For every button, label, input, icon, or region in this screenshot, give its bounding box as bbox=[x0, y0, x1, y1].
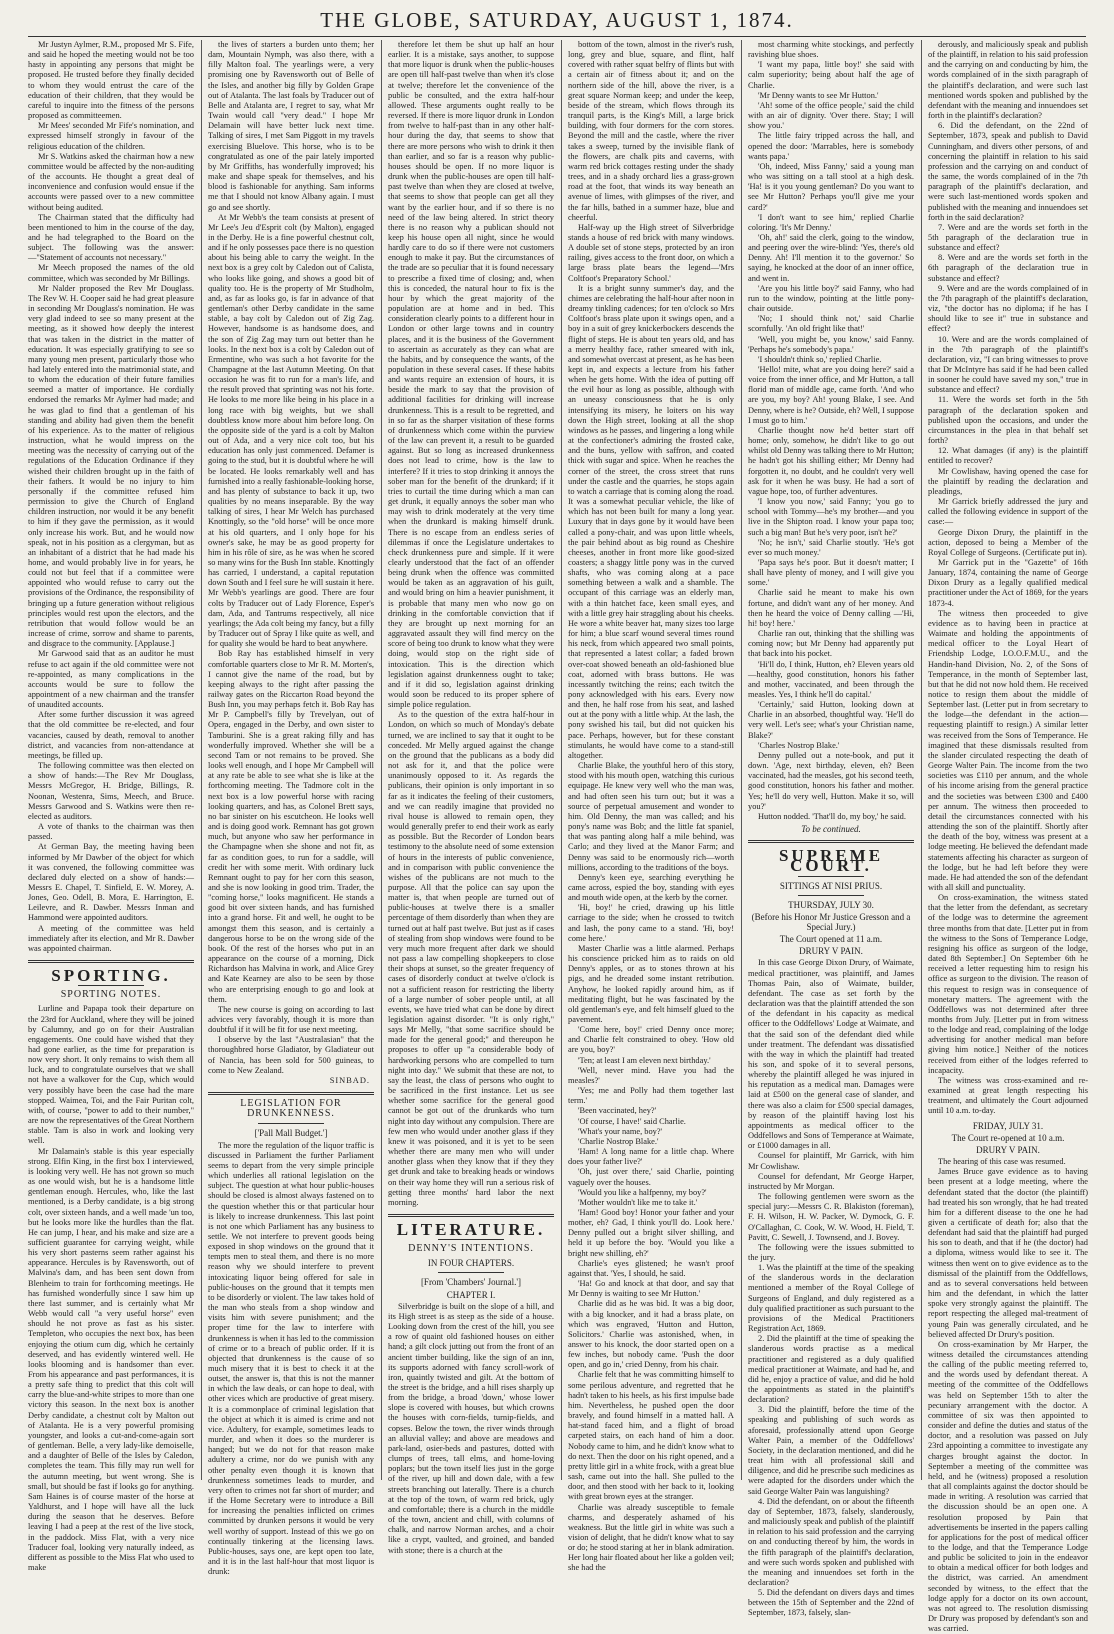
court-date: THURSDAY, JULY 30. bbox=[788, 899, 874, 910]
legislation-article-continued bbox=[388, 40, 554, 1208]
story-paragraph: 'Hello! mite, what are you doing here?' said a voice from the inner office, and Mr Hutton, a tall florid man of middle age, came forth. 'And who are you, my boy? Ah! young Blake, I see. And Denny, where is he? Outside, eh? Well, I suppose I must go to him.' bbox=[748, 365, 914, 425]
court-paragraph: 9. Were and are the words complained of in the 7th paragraph of the plaintiff's declaration, viz, "the doctor has no diploma; if he has I should like to see it" true in substance and effect? bbox=[928, 283, 1088, 334]
heading-rule bbox=[798, 876, 864, 877]
article-paragraph: At German Bay, the meeting having been informed by Mr Dawber of the object for which it was convened, the following committee was declared duly elected on a show of hands:—Messrs E. Chapel, T. Sinfield, E. W. Morey, A. Jones, Geo. Odell, B. Mora, E. Harrington, E. Leilevre, and R. Dawber. Messrs Inman and Hammond were appointed auditors. bbox=[28, 842, 194, 923]
article-paragraph: After some further discussion it was agreed that the old committee be re-elected, and four vacancies, caused by death, removal to another district, and vacancies from non-attendance at meetings, be filled up. bbox=[28, 710, 194, 760]
court-paragraph: 10. Were and are the words complained of in the 7th paragraph of the plaintiff's declaration, viz, "I can bring witnesses to prove that Dr McIntyre has said if he had been called in sooner he could have saved my son," true in substance and effect? bbox=[928, 334, 1088, 395]
column-2 bbox=[208, 40, 374, 1577]
article-paragraph: Mr S. Watkins asked the chairman how a new committee would be affected by the non-auditing of the accounts. He thought a great deal of inconvenience and confusion would ensue if the accounts were passed over to a new committee without being audited. bbox=[28, 151, 194, 212]
friday-case-name: DRURY V PAIN. bbox=[976, 1144, 1040, 1155]
story-paragraph: Denny pulled out a note-book, and put it down. 'Age, next birthday, eleven, eh? Been vaccinated, had the measles, got his second teeth, good constitution, honors his father and mother. Yes; he'll do very well, Hutton. Make it so, will you?' bbox=[748, 750, 914, 811]
article-paragraph: Mr Justyn Aylmer, R.M., proposed Mr S. Fife, and said he hoped the meeting would not be too hasty in appointing any persons that might be proposed. He trusted before they finally decided to whom they would entrust the care of the education of their children, that they would be careful to inquire into the fitness of the persons proposed as committeemen. bbox=[28, 40, 194, 121]
story-paragraph: Charlie thought now he'd better start off home; only, somehow, he didn't like to go out whilst old Denny was talking there to Mr Hutton; he hadn't got his shilling either; Mr Denny had forgotten it, no doubt, and he couldn't very well ask for it when he was busy. He had a sort of vague hope, too, of further adventures. bbox=[748, 425, 914, 496]
masthead-rule bbox=[28, 36, 1086, 37]
story-paragraph: 'Charles Nostrop Blake.' bbox=[758, 740, 840, 750]
section-divider bbox=[208, 1092, 374, 1095]
section-divider bbox=[748, 840, 914, 843]
story-paragraph: 'Yes; me and Polly had them together last term.' bbox=[568, 1086, 734, 1106]
story-paragraph: 'Oh, indeed, Miss Fanny,' said a young man who was sitting on a tall stool at a high desk. 'Ha! is it you young gentleman? Do you want to see Mr Hutton? Perhaps you'll give me your card?' bbox=[748, 161, 914, 212]
story-paragraph: Charlie's eyes glistened; he wasn't proof against that. 'Yes, I should, he said. bbox=[568, 1258, 734, 1278]
article-paragraph: Mr Dalamain's stable is this year especially strong. Elfin King, in the first box I interviewed, is looking very well. He has not grown so much as one would wish, but he is a handsome little gentleman enough. Hercules, who, like the last mentioned, is a Derby candidate, is a big strong colt, over sixteen hands, and a well made 'un too, but he looks more like the hurdles than the flat. He can jump, I hear, and his make and size are a sufficient guarantee for carrying weight, while his very short pasterns seem rather against his appearance. Hercules is by Ravensworth, out of Malvina's dam, and has been sent down from Blenheim to train for forthcoming meetings. He has furnished wonderfully since I saw him up there last summer, and is certainly what Mr Webb would call "a very useful horse" even should he not prove as fast as his sister. Templeton, who occupies the next box, has been enjoying the otium cum dig, which he certainly deserved, and has evidently wintered well. He looks blooming and is handsomer than ever. From his appearance and past performances, it is a pretty safe thing to predict that this colt will carry the blue-and-white stripes to more than one victory this season. In the next box is another Derby candidate, a chestnut colt by Malton out of Atalanta. He is a very powerful promising youngster, and looks a cut-and-come-again sort of gentleman. Belle, a very lady-like demoiselle, and a daughter of Belle of the Isles by Caledon, completes the team. This filly may run well for the autumn meeting, but went wrong. She is small, but should be fast if looks go for anything. Sam Haines is of course master of the horse at Yaldhurst, and I hope will have all the luck during the season that he deserves. Before leaving I had a peep at the rest of the live stock, in the paddock. Miss Flat, with a very nice Traducer foal, looking very naturally indeed, as different as possible to the Miss Flat who used to make bbox=[28, 1146, 194, 1572]
article-paragraph: Mr Garwood said that as an auditor he must refuse to act again if the old committee were not re-appointed, as many complications in the accounts would be sure to follow the appointment of a new chairman and the transfer of unaudited accounts. bbox=[28, 649, 194, 710]
court-paragraph: derously, and maliciously speak and publish of the plaintiff, in relation to his said profession and the carrying on and conducting by him, the words complained of in the sixth paragraph of the plaintiff's declaration, and were such last mentioned words spoken and published by the defendant with the meaning and innuendoes set forth in the plaintiff's declaration? bbox=[928, 40, 1088, 121]
article-paragraph: A meeting of the committee was held immediately after its election, and Mr R. Dawber was appointed chairman. bbox=[28, 923, 194, 953]
heading-rule bbox=[438, 1272, 504, 1273]
story-paragraph: The little fairy tripped across the hall, and opened the door: 'Marrables, here is somebody wants papa.' bbox=[748, 131, 914, 161]
story-paragraph: 'I don't want to see him,' replied Charlie coloring. 'It's Mr Denny.' bbox=[748, 212, 914, 232]
story-paragraph: 'I shouldn't think so,' replied Charlie. bbox=[758, 354, 882, 364]
story-paragraph: 'Hi'll do, I think, Hutton, eh? Eleven years old—healthy, good constitution, honors his father and mother, vaccinated, and been through the measles. Yes, I think he'll do capital.' bbox=[748, 659, 914, 699]
article-paragraph: The new course is going on according to last advices very favorably, though it is more than doubtful if it will be fit for use next meeting. bbox=[208, 1004, 374, 1035]
story-paragraph: 'What's your name, boy?' bbox=[578, 1126, 663, 1136]
article-paragraph: Mr Meech proposed the names of the old committee, which was seconded by Mr Billings. bbox=[28, 263, 194, 283]
article-paragraph: Mr Nalder proposed the Rev Mr Douglass. The Rev W. H. Cooper said he had great pleasure in seconding Mr Douglass's nomination. He was very glad indeed to see so many present at the meeting, as it showed how deeply the interest that was taken in the district in the matter of education. It was especially gratifying to see so many young men present, particularly those who had lately entered into the matrimonial state, and to whom the education of their future families seemed a matter of importance. He cordially endorsed the remarks Mr Aylmer had made; and he was glad to find that a gentleman of his standing and ability had given them the benefit of his experience. As to the matter of religious instruction, what he would impress on the meeting was the necessity of carrying out of the regulations of the Education Ordinance if they wished their children brought up in the faith of their fathers. It would be no injury to him personally if the committee refused him permission to give the Church of England children instruction, nor would it be any benefit to him if they gave the permission, as it would only increase his work. But, and he would now speak, not in his position as a clergyman, but as an inhabitant of a district that he had made his home, and would probably live in for years, he could not but feel that if a committee were appointed who would refuse to carry out the provisions of the Ordinance, the responsibility of bringing up a future generation without religious principles would rest upon the electors, and the retribution that would follow would be an increase of crime, sorrow and shame to parents, and disgrace to the community. [Applause.] bbox=[28, 283, 194, 649]
court-paragraph: 12. What damages (if any) is the plaintiff entitled to recover? bbox=[928, 446, 1088, 466]
to-be-continued: To be continued. bbox=[801, 824, 861, 835]
article-paragraph: Lurline and Papapa took their departure on the 23rd for Auckland, where they will be joined by Calumny, and go on for their Australian engagements. One could have wished that they had gone earlier, as the time for preparation is now very short. It only remains to wish them all luck, and to congratulate ourselves that we shall not have a walkover for the Cup, which would very possibly have been the case had the mare stopped. Waimea, Toi, and the Fair Puritan colt, with, of course, "power to add to their number," are now the representatives of the Great Northern stable. Tam is also in work and looking very well. bbox=[28, 1004, 194, 1146]
article-paragraph: A vote of thanks to the chairman was then passed. bbox=[28, 822, 194, 842]
heading-rule bbox=[258, 1123, 324, 1124]
court-before: (Before his Honor Mr Justice Gresson and a Special Jury.) bbox=[751, 911, 911, 932]
story-paragraph: 'Certainly,' said Hutton, looking down at Charlie in an absorbed, thoughtful way. 'He'll do very well. Let's see; what's your Christian name, Blake?' bbox=[748, 700, 914, 740]
court-paragraph: 5. Did the defendant on divers days and times between the 15th of September and the 22nd of September, 1873, falsely, slan- bbox=[748, 1588, 914, 1618]
story-text bbox=[388, 1302, 554, 1556]
story-paragraph: Hutton nodded. 'That'll do, my boy,' he said. bbox=[758, 811, 906, 821]
court-paragraph: James Bruce gave evidence as to having been present at a lodge meeting, where the defendant stated that the doctor (the plaintiff) had treated his son wrongly, that he had treated him for a different disease to the one he had given a certificate of death for; also that the defendant had said that the plaintiff had purged his son to death, and that if he (the doctor) had a diploma, witness would like to see it. The witness then went on to give evidence as to the dismissal of the plaintiff from the Oddfellows, and as to several conversations held between him and the defendant, in which the latter spoke very strongly against the plaintiff. The report respecting the alleged mal-treatment of young Pain was generally circulated, and he believed affected Dr Drury's position. bbox=[928, 1167, 1088, 1339]
sporting-notes-article bbox=[28, 1004, 194, 1573]
column-1 bbox=[28, 40, 194, 1572]
article-paragraph: As to the question of the extra half-hour in London, on which so much of Monday's debate turned, we are inclined to say that it ought to be conceded. Mr Melly argued against the change on the ground that the publicans as a body did not ask for it, and that the police were unanimously opposed to it. As regards the publicans, their opinion is only important in so far as it indicates the feeling of their customers, and we can readily imagine that provided no rival house is allowed to remain open, they would generally prefer to end their work as early as possible. But the Recorder of London bears testimony to the absolute need of some extension of hours in the interests of public convenience, and in comparison with public convenience the wishes of the publicans are not much to the purpose. All that the police can say upon the matter is, that when people are turned out of public-houses at twelve there is a smaller percentage of them disorderly than when they are turned out at half past twelve. But just as if cases of stealing from shop windows were found to be very much more frequent after dark we should not pass a law compelling shopkeepers to close their shops at sunset, so the greater frequency of cases of disorderly conduct at twelve o'clock is not a sufficient reason for restricting the liberty of a large number of sober people until, at all events, we have tried what can be done by direct legislation against disorder. "It is only right," says Mr Melly, "that some sacrifice should be made for the general good;" and thereupon he proposes to offer up "a considerable body of hardworking persons who are compelled to turn night into day." We submit that these are not, to say the least, the class of persons who ought to be sacrificed in the first instance. Let us see whether some sacrifice for the general good cannot be got out of the drunkards who turn night into day without any compulsion. There are few men who would under another glass if they knew it was poisoned, and it is yet to be seen whether there are many men who will under another glass when they know that if they they get drunk and take to breaking heads or windows on their way home they will run a serious risk of getting three months' hard labor the next morning. bbox=[388, 710, 554, 1207]
story-paragraph: It is a bright sunny summer's day, and the chimes are celebrating the half-hour after noon in dreamy tinkling cadences; for ten o'clock so Mrs Coltfoot's brass plate upon it swings open, and a boy in a suit of grey knickerbockers descends the flight of steps. He is about ten years old, and has a merry healthy face, rather smeared with ink, and somewhat overcast at present, as he has been kept in, and expects a lecture from his father when he gets home. With the idea of putting off the evil hour as long as possible, although with an uneasy consciousness that he is only intensifying its misery, he loiters on his way down the High street, looking at all the shop windows as he passes, and lingering a long while at the confectioner's admiring the frosted cake, and the buns, yellow with saffron, and coated thick with sugar and spice. When he reaches the corner of the street, the cross street that runs under the castle and the quarries, he stops again to watch a carriage that is coming along the road. It was a somewhat peculiar vehicle, the like of which has not been built for many a long year. Luxury that in days gone by it would have been called a pony-chair, and was upon little wheels, the pair behind about as big round as Cheshire cheeses, another in front more like good-sized coasters; a shaggy little pony was in the curved shafts, who was coming along at a pace something between a walk and a shamble. The occupant of this carriage was an elderly man, with a thin hatchet face, keen small eyes, and with a little grey hair straggling about his cheeks. He wore a white beaver hat, many sizes too large for him; a blue scarf wound several times round his neck, from which appeared two small points, that represented a latest collar; a faded brown over-coat showed beneath an old-fashioned blue coat, adorned with brass buttons. He was incessantly twitching the reins; each twitch the pony acknowledged with his ears. Every now and then, he half rose from his seat, and lashed out at the pony with a little whip. At the lash, the pony swished his tail, but did not quicken his pace. Perhaps, however, but for these constant stimulants, he would have come to a stand-still altogether. bbox=[568, 283, 734, 760]
article-paragraph: The following committee was then elected on a show of hands:—The Rev Mr Douglass, Messrs McGregor, H. Bridge, Billings, R. Noonan, Westenra, Sims, Meech, and Bruce. Messrs Garwood and S. Watkins were then re-elected as auditors. bbox=[28, 761, 194, 821]
story-paragraph: 'No; I should think not,' said Charlie scornfully. 'An old fright like that!' bbox=[748, 314, 914, 334]
article-paragraph: At Mr Webb's the team consists at present of Mr Lee's Jeu d'Esprit colt (by Malton), engaged in the Derby. He is a fine powerful chestnut colt, and if he only possesses pace there is no question about his being able to carry the weight. In the next box is a grey colt by Caledon out of Calista, who looks like going, and shows a good bit of quality too. He is the property of Mr Studholm, and, as far as looks go, is far in advance of that gentleman's other Derby candidate in the same stable, a bay colt by Caledon out of Zig Zag. However, handsome is as handsome does, and the son of Zig Zag may turn out better than he looks. In the next box is a colt by Caledon out of Ermentine, who was such a hot favorite for the Champagne at the last Autumn Meeting. On that occasion he was fit to run for a man's life, and the result proved that sprinting was not his forte. He looks to me more like being in his place in a long race with big weights, but we shall doubtless know more about him before long. On the opposite side of the yard is a colt by Malton out of Ada, and a very nice colt too, but his education has only just commenced. Defamer is going to the stud, but it is doubtful where he will be located. He looks remarkably well and has furnished into a really fashionable-looking horse, and has plenty of substance to back it up, two qualities by no means inseparable. By the way talking of sires, I hear Mr Welch has purchased Knottingly, so the "old horse" will be once more at his old quarters, and I only hope for his owner's sake, he may be as good property for him in his rôle of sire, as he was when he scored so many wins for the Bush Inn stable. Knottingly has carried, I understand, a capital reputation down South and I feel sure he will sustain it here. Mr Webb's yearlings are good. There are four colts by Traducer out of Lady Florence, Esper's dam, Ada, and Tantrums respectively, all nice yearlings; the Ada colt being my fancy, but a filly by Traducer out of Spray I like quite as well, and for quality she would be hard to beat anywhere. bbox=[208, 212, 374, 649]
story-paragraph: 'Ham! Good boy! Honor your father and your mother, eh? Gad, I think you'll do. Look here.' Denny pulled out a bright silver shilling, and held it up before the boy. 'Would you like a bright new shilling, eh?' bbox=[568, 1207, 734, 1258]
education-meeting-article bbox=[28, 40, 194, 954]
court-paragraph: The witness was cross-examined and re-examined at great length respecting his treatment, and ultimately the Court adjourned until 10 a.m. to-day. bbox=[928, 1075, 1088, 1116]
court-paragraph: 8. Were and are the words set forth in the 6th paragraph of the declaration true in substance and effect? bbox=[928, 253, 1088, 283]
section-divider bbox=[28, 960, 194, 963]
story-paragraph: 'Mr Denny wants to see Mr Hutton.' bbox=[758, 90, 879, 100]
column-5 bbox=[748, 40, 914, 1618]
story-paragraph: 'Been vaccinated, hey?' bbox=[578, 1106, 657, 1116]
legislation-source: ['Pall Mall Budget.'] bbox=[254, 1128, 328, 1139]
court-paragraph: 11. Were the words set forth in the 5th paragraph of the declaration spoken and published upon the occasions, and under the circumstances in the plea in that behalf set forth? bbox=[928, 395, 1088, 446]
story-paragraph: 'I know you now,' said Fanny; 'you go to school with Tommy—he's my brother—and you live in the Shipton road. I know your papa too; such a big man! But he's very poor, isn't he?' bbox=[748, 497, 914, 537]
supreme-court-heading: SUPREME COURT. bbox=[778, 846, 884, 876]
heading-rule bbox=[78, 985, 144, 986]
column-rule bbox=[921, 40, 922, 1480]
case-name: DRURY V PAIN. bbox=[799, 946, 863, 957]
legislation-heading: LEGISLATION FOR DRUNKENNESS. bbox=[240, 1098, 342, 1120]
friday-court-report bbox=[928, 1157, 1088, 1634]
legislation-article bbox=[208, 1141, 374, 1578]
story-paragraph: 'No; he isn't,' said Charlie stoutly. 'He's got ever so much money.' bbox=[748, 537, 914, 557]
column-rule bbox=[381, 40, 382, 1480]
story-paragraph: 'I want my papa, little boy!' she said with calm superiority; being about half the age of Charlie. bbox=[748, 60, 914, 90]
article-paragraph: The Chairman stated that the difficulty had been mentioned to him in the course of the day, and he had telegraphed to the Board on the subject. The following was the answer:—"Statement of accounts not necessary." bbox=[28, 212, 194, 263]
court-paragraph: 3. Did the plaintiff, before the time of the speaking and publishing of such words as aforesaid, professionally attend upon George Walter Pain, a member of the Oddfellows' Society, in the declaration mentioned, and did he treat him with all professional skill and diligence, and did he prescribe such medicines as were adapted for the disorders under which the said George Walter Pain was languishing? bbox=[748, 1405, 914, 1496]
court-paragraph: The following gentlemen were sworn as the special jury:—Messrs C. R. Blakiston (foreman), F. H. Wilson, H. W. Packer, W. Dymock, G. F. O'Callaghan, C. Cook, W. W. Wood, H. Field, T. Pavitt, C. Sewell, J. Townsend, and J. Bovey. bbox=[748, 1192, 914, 1242]
court-report-continued bbox=[928, 40, 1088, 1117]
article-paragraph: Bob Ray has established himself in very comfortable quarters close to Mr R. M. Morten's, I cannot give the name of the road, but by keeping always to the right after passing the railway gates on the Riccarton Road beyond the Bush Inn, you may perhaps fetch it. Bob Ray has Mr P. Campbell's filly by Trevelyan, out of Opera, engaged in the Derby, and own sister to Tamburini. She is a great raking filly and has wonderfully improved. Whether she will be a second Tam or not remains to be proved. She looks well enough, and I hope Mr Campbell will at any rate be able to see what she is like at the forthcoming meeting. The Tadmore colt in the next box is a low powerful horse with racing looking quarters, and has, as Colonel Brett says, no bar sinister on his escutcheon. He looks well and is doing good work. Remnant has got grown much, but anyone who saw her performance in the Champagne when she shone and not fit, as far as condition goes, to run for a saddle, will credit her with some merit. With ordinary luck Remnant ought to pay for her corn this season, and she is now looking in good trim. Trader, the "coming horse," looks magnificent. He stands a good bit over sixteen hands, and has furnished into a grand horse. Fit and well, he ought to be amongst them this season, and is certainly a dangerous horse to be on the wrong side of the book. Of the rest of the horses who put in an appearance on the course of a morning, Dick Richardson has Malvina in work, and Alice Grey and Kate Kearney are also to be seen by those who are enterprising enough to go and look at them. bbox=[208, 649, 374, 1004]
chapter-heading: CHAPTER I. bbox=[446, 1289, 496, 1300]
story-paragraph: 'Well, you might be, you know,' said Fanny. 'Perhaps he's somebody's papa.' bbox=[748, 334, 914, 354]
heading-rule bbox=[798, 895, 864, 896]
story-paragraph: 'Come here, boy!' cried Denny once more; and Charlie felt constrained to obey. 'How old are you, boy?' bbox=[568, 1025, 734, 1055]
court-paragraph: Mr Garrick briefly addressed the jury and called the following evidence in support of the case:— bbox=[928, 497, 1088, 527]
story-paragraph: Silverbridge is built on the slope of a hill, and its High street is as steep as the side of a house. Looking down from the crest of the hill, you see a row of quaint old fashioned houses on either hand; a gilt clock jutting out from the front of an ancient timber building, like the sign of an inn, its supports adorned with fancy scroll-work of iron, quaintly twisted and gilt. At the bottom of the street is the bridge, and a hill rises sharply up from the bridge, a broad 'down,' whose lower slope is covered with houses, but which crowns the houses with corn-fields, turnip-fields, and copses. Below the town, the river winds through an alluvial valley; and above are meadows and park-land, osier-beds and pastures, dotted with clumps of trees, tall elms, and home-loving poplars; but the town itself lies just in the gorge of the river, up hill and down dale, with a few streets branching out laterally. There is a church at the top of the town, of warm red brick, ugly and comfortable; there is a church in the middle of the town, ancient and chill, with columns of chalk, and narrow Norman arches, and a choir like a crypt, vaulted, and groined, and banded with stone; there is a church at the bbox=[388, 1301, 554, 1555]
story-paragraph: Charlie felt that he was committing himself to some perilous adventure, and regretted that he hadn't taken to his heels, as his first impulse bade him. Nevertheless, he pushed open the door bravely, and found himself in a matted hall. A hat-stand faced him, and a flight of broad carpeted stairs, on each hand of him a door. Nobody came to him, and he didn't know what to do next. Then the door on his right opened, and a pretty little girl in a white frock, with a great blue sash, came out into the hall. She pulled to the door, and then stood with her back to it, looking with great brown eyes at the stranger. bbox=[568, 1370, 734, 1502]
story-paragraph: Master Charlie was a little alarmed. Perhaps his conscience pricked him as to raids on old Denny's apples, or as to stones thrown at his pigs, and he dreaded some instant retribution. Anyhow, he looked rapidly around him, as if meditating flight, but he was fascinated by the old gentleman's eye, and felt himself glued to the pavement. bbox=[568, 943, 734, 1024]
court-report bbox=[748, 958, 914, 1618]
story-paragraph: Half-way up the High street of Silverbridge stands a house of red brick with many windows. A double set of stone steps, protected by an iron railing, gives access to the front door, on which a large brass plate bears the legend—'Mrs Coltfoot's Preparatory School.' bbox=[568, 222, 734, 283]
story-title: DENNY'S INTENTIONS. bbox=[408, 1243, 534, 1255]
article-paragraph: the lives of starters a burden unto them; her dam, Mountain Nymph, was also there, with a filly Malton foal. The yearlings were, a very promising one by Ravensworth out of Belle of the Isles, and another big filly by Golden Grape out of Atalanta. The last foals by Traducer out of Belle and Atalanta are, I regret to say, what Mr Twain would call "very dead." I hope Mr Delamain will have better luck next time. Talking of sires, I met Sam Piggott in my travels exercising Bluelove. This horse, who is to be congratulated as one of the pair lately imported by Mr Griffiths, has wonderfully improved; his make and shape speak for themselves, and his blood is fashionable for anything. Sam informs me that I should not know Albany again. I must go and see shortly. bbox=[208, 40, 374, 212]
story-paragraph: 'Are you his little boy?' said Fanny, who had run to the window, pointing at the little pony-chair outside. bbox=[748, 283, 914, 314]
story-paragraph: 'Would you like a halfpenny, my boy?' bbox=[578, 1187, 707, 1197]
article-paragraph: The more the regulation of the liquor traffic is discussed in Parliament the further Parliament seems to depart from the very simple principle which underlies all rational legislation on the subject. The question at what hour public-houses should be closed is almost always fastened on to the question whether this or that particular hour is likely to increase drunkenness. This last point is not one which Parliament has any business to settle. We not interfere to prevent goods being exposed in shop windows on the ground that it tempts men to steal them, and there is no more reason why we should interfere to prevent intoxicating liquor being offered for sale in public-houses on the ground that it tempts men to be disorderly or violent. The law takes hold of the man who steals from a shop window and visits him with severe punishment; and the proper time for the law to interfere with drunkenness is when it has led to the commission of crime or to a breach of public order. If it is objected that drunkenness is the cause of so much misery that it is best to check it at the outset, the answer is, that this is not the manner in which the law deals, or can hope to deal, with other vices which are productive of great misery. It is a commonplace of criminal legislation that the object at which it is aimed is crime and not vice. Adultery, for example, sometimes leads to murder, and when it does so the murderer is hanged; but we do not for that reason make adultery a crime, nor do we punish with any other penalty even though it is known that drunkenness sometimes leads to murder, and very often to crimes not far short of murder; and if the Home Secretary were to introduce a Bill for increasing the penalties inflicted on crimes committed by drunken persons it would be very well worthy of support. Instead of this we go on continually tinkering at the licensing laws. Public-houses, says one, are kept open too late, and it is in the last half-hour that most liquor is drunk: bbox=[208, 1140, 374, 1577]
court-paragraph: Counsel for plaintiff, Mr Garrick, with him Mr Cowlishaw. bbox=[748, 1151, 914, 1171]
section-divider bbox=[388, 1214, 554, 1217]
literature-heading: LITERATURE. bbox=[396, 1219, 546, 1239]
court-paragraph: 1. Was the plaintiff at the time of the speaking of the slanderous words in the declaration mentioned a member of the Royal College of Surgeons of England, and duly registered as a duly qualified practitioner as such pursuant to the provisions of the Medical Practitioners Registration Act, 1869. bbox=[748, 1263, 914, 1334]
story-text-continued bbox=[568, 40, 734, 1574]
heading-rule bbox=[438, 1239, 504, 1240]
newspaper-title: THE GLOBE, SATURDAY, AUGUST 1, 1874. bbox=[320, 8, 794, 32]
sporting-heading: SPORTING. bbox=[51, 966, 171, 986]
court-paragraph: The hearing of this case was resumed. bbox=[938, 1157, 1066, 1167]
article-paragraph: I observe by the last "Australasian" that the thoroughbred horse Gladiator, by Gladiateur out of Nancia, has been sold for 500 guineas, to come to New Zealand. bbox=[208, 1035, 374, 1075]
story-paragraph: 'Oh, just over there,' said Charlie, pointing vaguely over the houses. bbox=[568, 1167, 734, 1187]
sporting-notes-continued bbox=[208, 40, 374, 1076]
court-paragraph: The witness then proceeded to give evidence as to having been in practice at Waimate and holding the appointments of medical officer to the Loyal Heart of Friendship Lodge, I.O.O.F.M.U., and the Handin-hand Division, No. 2, of the Sons of Temperance, in the month of September last, but that he did not now hold them. He received notice to resign them about the middle of September last. (Letter put in from secretary to the lodge—the defendant in the action—requesting plaintiff to resign.) A similar letter was received from the Sons of Temperance. He imagined that these dismissals resulted from the slander circulated respecting the death of George Walter Pain. The income from the two societies was £110 per annum, and the whole of his income arising from the general practice and the societies was between £300 and £400 per annum. The witness then proceeded to detail the circumstances connected with his attending the son of the plaintiff. Shortly after the death of the boy, witness was present at a lodge meeting. He believed the defendant made statements affecting his character as surgeon of the lodge, but he had left before they were made. He had attended the son of the defendant with all skill and punctuality. bbox=[928, 608, 1088, 892]
story-paragraph: 'Papa says he's poor. But it doesn't matter; I shall have plenty of money, and I will give you some.' bbox=[748, 557, 914, 588]
story-paragraph: 'Hi, boy!' he cried, drawing up his little carriage to the side; when he crossed to twitch and lash, the pony came to a stand. 'Hi, boy! come here.' bbox=[568, 903, 734, 943]
court-paragraph: 4. Did the defendant, on or about the fifteenth day of September, 1873, falsely, slanderously, and maliciously speak and publish of the plaintiff in relation to his said profession and the carrying on and conducting thereof by him, the words in the fifth paragraph of the plaintiff's declaration, and were such words spoken and published with the meaning and innuendoes set forth in the declaration? bbox=[748, 1496, 914, 1587]
author-signoff: SINBAD. bbox=[329, 1075, 370, 1085]
story-text-concluded bbox=[748, 40, 914, 822]
story-paragraph: Charlie said he meant to make his own fortune, and didn't want any of her money. And then he heard the voice of Denny calling —'Hi, hi! boy! here.' bbox=[748, 588, 914, 628]
court-paragraph: George Dixon Drury, the plaintiff in the action, deposed to being a Member of the Royal College of Surgeons. (Certificate put in). bbox=[928, 527, 1088, 557]
story-paragraph: 'Ah! some of the office people,' said the child with an air of dignity. 'Over there. Stay; I will show you.' bbox=[748, 100, 914, 131]
story-paragraph: 'Ten; at least I am eleven next birthday.' bbox=[578, 1055, 711, 1065]
friday-date: FRIDAY, JULY 31. bbox=[972, 1120, 1044, 1131]
article-paragraph: therefore let them be shut up half an hour earlier. It is a mistake, says another, to suppose that more liquor is drunk when the public-houses are open till half-past twelve than when it's close at twelve; therefore let the convenience of the public be consulted, and the extra half-hour allowed. These arguments ought really to be reversed. If there is more liquor drunk in London from twelve to half-past than in any other half-hour during the day, that seems to show that there are more persons who wish to drink it then than earlier, and so far is a reason why public-houses should be open. If no more liquor is drunk when the public-houses are open till half-past twelve than when they are closed at twelve, that seems to show that people can get all they want by the earlier hour, and if so there is no need of the law being altered. In strict theory there is no reason why a publican should not keep his house open all night, since he would hardly care to do so if there were not customers enough to make it pay. But the circumstances of the trade are so peculiar that it is found necessary to prescribe a fixed time of closing; and, when this is conceded, the natural hour to fix is the hour by which the great majority of the population are at home and in bed. This consideration clearly points to a different hour in London or other large towns and in country places, and it is the business of the Government to ascertain as accurately as they can what are the habits, and by consequence the wants, of the population in these several cases. If these habits and wants require an extension of hours, it is beside the mark to say that the provision of additional facilities for drinking will increase drunkenness. This is a result to be regretted, and in so far as the sharper visitation of these forms of drunkenness which come within the purview of the law can prevent it, a result to be guarded against. But so long as increased drunkenness does not lead to crime, how is the law to interfere? If it tries to stop drinking it annoys the sober man for the benefit of the drunkard; if it tries to curtail the time during which a man can get drunk, it equally annoys the sober man who may wish to drink moderately at the very time when the drunkard is making himself drunk. There is no escape from an endless series of dilemmas if once the Legislature undertakes to check drunkenness pure and simple. If it were clearly understood that the fact of an offender being drunk when the offence was committed would be taken as an aggravation of his guilt, and would bring on him a heavier punishment, it is probable that many men who now go on drinking in the comfortable conviction that if they are brought up next morning for an aggravated assault they will find mercy on the score of being too drunk to know what they were doing, would stop on the right side of intoxication. This is the direction which legislation against drunkenness ought to take; and if it did so, legislation against drinking would soon be reduced to its proper sphere of simple police regulation. bbox=[388, 40, 554, 710]
article-paragraph: Mr Mees' seconded Mr Fife's nomination, and expressed himself strongly in favour of the religious education of the children. bbox=[28, 121, 194, 151]
sporting-notes-subheading: SPORTING NOTES. bbox=[60, 989, 162, 1001]
newspaper-columns bbox=[28, 40, 1088, 1634]
court-paragraph: On cross-examination by Mr Harper, the witness detailed the circumstances attending the calling of the public meeting referred to, and the words used by defendant thereat. A meeting of the committee of the Oddfellows was held on September 15th to alter the pecuniary arrangement with the doctor. A committee of six was then appointed to consider and define the duties and status of the doctor, and a resolution was passed on July 23rd appointing a committee to investigate any charges brought against the doctor. In September a meeting of the committee was held, and he (witness) proposed a resolution that all complaints against the doctor should be made in writing. A resolution was carried that the discussion should be an open one. A resolution proposed by Pain that advertisements be inserted in the papers calling for applications for the post of medical officer to the lodge, and that the Temperance Lodge and public be solicited to join in the endeavor to obtain a medical officer for both lodges and the district, was carried. An amendment seconded by witness, to the effect that the lodge apply for a doctor on its own account, was not agreed to. The resolution dismissing Dr Drury was proposed by defendant's son and was carried. bbox=[928, 1339, 1088, 1634]
court-paragraph: 7. Were and are the words set forth in the 5th paragraph of the declaration true in substance and effect? bbox=[928, 222, 1088, 253]
story-paragraph: Charlie did as he was bid. It was a big door, with a big knocker, and it had a brass plate, on which was engraved, 'Hutton and Hutton, Solicitors.' Charlie was astonished, when, in answer to his knock, the door started open on a few inches, but nobody came. 'Push the door open, and go in,' cried Denny, from his chair. bbox=[568, 1299, 734, 1370]
column-rule bbox=[561, 40, 562, 1480]
story-paragraph: 'Ham! A long name for a little chap. Where does your father live?' bbox=[568, 1147, 734, 1167]
column-rule bbox=[201, 40, 202, 1480]
story-paragraph: 'Well, never mind. Have you had the measles?' bbox=[568, 1065, 734, 1085]
story-subtitle: IN FOUR CHAPTERS. bbox=[427, 1258, 515, 1269]
story-paragraph: 'Ha! Go and knock at that door, and say that Mr Denny is waiting to see Mr Hutton.' bbox=[568, 1279, 734, 1299]
court-paragraph: Mr Cowlishaw, having opened the case for the plaintiff by reading the declaration and pleadings, bbox=[928, 466, 1088, 496]
court-paragraph: The following were the issues submitted to the jury. bbox=[748, 1242, 914, 1262]
story-paragraph: 'Oh, ah!' said the clerk, going to the window, and peering over the wire-blind: 'Yes, there's old Denny. Ah! I'll mention it to the governor.' So saying, he knocked at the door of an inner office, and went in. bbox=[748, 232, 914, 283]
court-opened: The Court opened at 11 a.m. bbox=[779, 934, 883, 945]
story-paragraph: 'Of course, I have!' said Charlie. bbox=[578, 1116, 686, 1126]
story-paragraph: Denny's keen eye, searching everything he came across, espied the boy, standing with eyes and mouth wide open, at the kerb by the corner. bbox=[568, 872, 734, 903]
friday-opened: The Court re-opened at 10 a.m. bbox=[951, 1132, 1065, 1143]
story-paragraph: 'Mother wouldn't like me to take it.' bbox=[578, 1197, 698, 1207]
court-paragraph: Counsel for defendant, Mr George Harper, instructed by Mr Morgan. bbox=[748, 1171, 914, 1191]
court-paragraph: On cross-examination, the witness stated that the letter from the defendant, as secretary of the lodge was to determine the agreement three months from that date. [Letter put in from the witness to the Sons of Temperance Lodge, resigning his office as surgeon of the lodge, dated 8th September.] On September 6th he received a letter requesting him to resign his office as surgeon to the division. The reason of this request to resign was in consequence of monetary matters. The agreement with the Oddfellows was not determined after three months from July. [Letter put in from witness to the lodge and read, complaining of the lodge advertising for another medical man before giving him notice.] Neither of the notices received from either of the lodges referred to incapacity. bbox=[928, 893, 1088, 1075]
court-paragraph: In this case George Dixon Drury, of Waimate, medical practitioner, was plaintiff, and James Thomas Pain, also of Waimate, builder, defendant. The case as set forth by the declaration was that the plaintiff attended the son of the defendant in his capacity as medical officer to the Oddfellows' Lodge at Waimate, and that the said son of the defendant died while under treatment. The defendant was dissatisfied with the way in which the plaintiff had treated his son, and spoke of it to several persons, whereby the plaintiff alleged he was injured in his reputation as a medical man. Damages were laid at £500 on the general case of slander, and there was also a claim for £500 special damages, by reason of the plaintiff having lost his appointments as medical officer to the Oddfellows and Sons of Temperance at Waimate, or £1000 damages in all. bbox=[748, 958, 914, 1151]
court-paragraph: 6. Did the defendant, on the 22nd of September, 1873, speak and publish to David Cunningham, and divers other persons, of and concerning the plaintiff in relation to his said profession and the carrying on and conduct of the same, the words complained of in the 7th paragraph of the plaintiff's declaration, and were such last-mentioned words spoken and published with the meaning and innuendoes set forth in the said declaration? bbox=[928, 121, 1088, 222]
story-paragraph: bottom of the town, almost in the river's rush, long, grey and blue, square, and flint, half covered with rather squat belfry of flints but with a certain air of fitness about it; and on the northern side of the hill, above the river, is a great square Norman keep; and under the keep, beside of the stream, which flows through its tranquil parts, is the King's Mill, a large brick building, with four dormers for the corn stores. Beyond the mill and the castle, where the river takes a sweep, turned by the invisible flank of the flowers, are chalk pits and caverns, with warm red brick cottages resting under the shady trees, and in a shady orchard lies a grass-grown road at the foot, that winds its way beneath an avenue of limes, with glimpses of the river, and the far hills, bathed in a summer haze, blue and cheerful. bbox=[568, 40, 734, 222]
story-paragraph: most charming white stockings, and perfectly ravishing blue shoes. bbox=[748, 40, 914, 60]
sittings-subheading: SITTINGS AT NISI PRIUS. bbox=[779, 880, 883, 891]
court-paragraph: Mr Garrick put in the "Gazette" of 16th January, 1874, containing the name of George Dixon Drury as a legally qualified medical practitioner under the Act of 1869, for the years 1873-4. bbox=[928, 557, 1088, 608]
column-rule bbox=[741, 40, 742, 1480]
court-paragraph: 2. Did the plaintiff at the time of speaking the slanderous words practise as a medical practitioner and registered as a duly qualified medical practitioner at Waimate, and had he, and did he, enjoy a practice of value, and did he hold the appointments as stated in the plaintiff's declaration? bbox=[748, 1334, 914, 1405]
story-paragraph: 'Charlie Nostrop Blake.' bbox=[578, 1136, 659, 1146]
column-6 bbox=[928, 40, 1088, 1634]
story-source: [From 'Chambers' Journal.'] bbox=[420, 1277, 522, 1288]
story-paragraph: Charlie Blake, the youthful hero of this story, stood with his mouth open, watching this curious equipage. He knew very well who the man was, and had often seen his turn out; but it was a source of perpetual amusement and wonder to him. Old Denny, the man was called; and his pony's name was Bob; and the little fat spaniel, that was panting along half a mile behind, was Carlo; and they lived at the Manor Farm; and Denny was said to be enormously rich—worth millions, according to the traditions of the boys. bbox=[568, 761, 734, 872]
story-paragraph: Charlie ran out, thinking that the shilling was coming now; but Mr Denny had apparently put that back into his pocket. bbox=[748, 629, 914, 659]
column-3 bbox=[388, 40, 554, 1555]
story-paragraph: Charlie was already susceptible to female charms, and desperately ashamed of his weakness. But the little girl in white was such a vision of delight, that he didn't know what to say or do; he stood staring at her in blank admiration. Her long hair floated about her like a golden veil; she had the bbox=[568, 1502, 734, 1573]
masthead bbox=[0, 0, 1114, 40]
column-4 bbox=[568, 40, 734, 1573]
